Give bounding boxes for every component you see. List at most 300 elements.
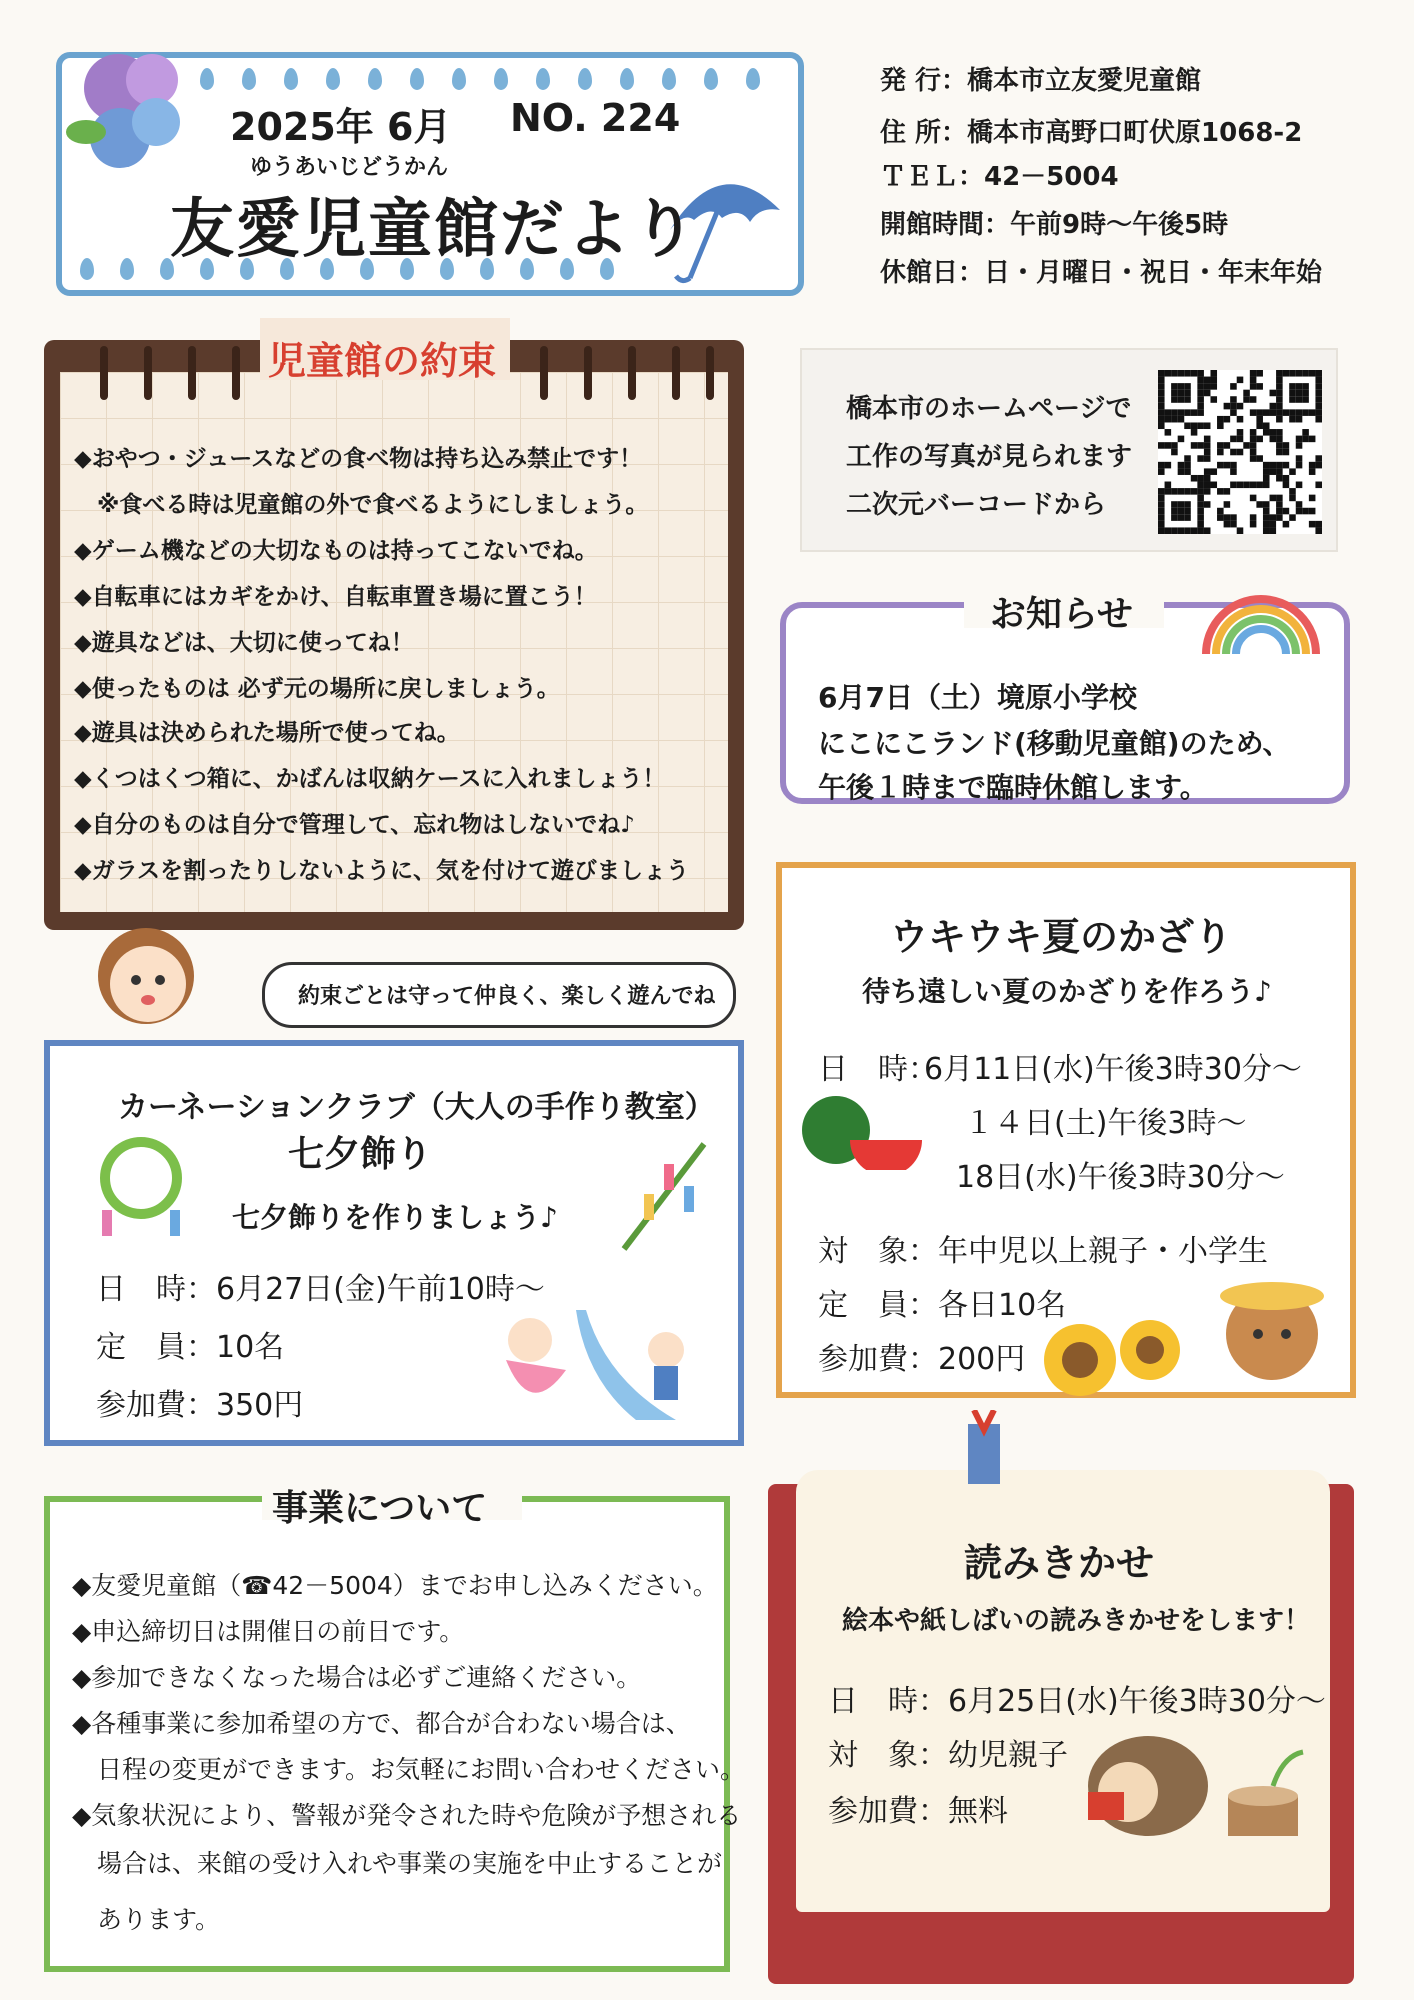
qr-module — [1230, 514, 1237, 521]
qr-module — [1263, 429, 1270, 436]
qr-module — [1237, 449, 1244, 456]
qr-module — [1250, 409, 1257, 416]
qr-module — [1289, 370, 1296, 377]
qr-module — [1204, 449, 1211, 456]
qr-module — [1184, 390, 1191, 397]
qr-module — [1197, 377, 1204, 384]
qr-module — [1309, 436, 1316, 443]
binder-ring — [706, 346, 714, 400]
qr-module — [1263, 475, 1270, 482]
newsletter-title: 友愛児童館だより — [170, 193, 698, 267]
qr-module — [1171, 416, 1178, 423]
qr-module — [1283, 508, 1290, 515]
binder-ring — [144, 346, 152, 400]
qr-module — [1165, 370, 1172, 377]
summer-event-title: ウキウキ夏のかざり — [890, 915, 1233, 959]
qr-module — [1217, 514, 1224, 521]
qr-module — [1276, 508, 1283, 515]
qr-module — [1184, 527, 1191, 534]
qr-module — [1296, 383, 1303, 390]
qr-module — [1250, 429, 1257, 436]
reading-fee: 参加費：無料 — [828, 1794, 1008, 1829]
qr-module — [1210, 383, 1217, 390]
qr-code-icon[interactable] — [1158, 370, 1322, 534]
qr-module — [1302, 436, 1309, 443]
issue-number: NO. 224 — [510, 96, 681, 140]
qr-module — [1184, 514, 1191, 521]
qr-module — [1171, 409, 1178, 416]
publisher-closed-days: 休館日：日・月曜日・祝日・年末年始 — [880, 258, 1323, 288]
qr-module — [1158, 409, 1165, 416]
qr-module — [1237, 527, 1244, 534]
qr-module — [1270, 468, 1277, 475]
qr-module — [1250, 383, 1257, 390]
qr-module — [1230, 383, 1237, 390]
qr-module — [1309, 462, 1316, 469]
qr-module — [1263, 462, 1270, 469]
qr-module — [1256, 436, 1263, 443]
qr-module — [1276, 370, 1283, 377]
qr-module — [1191, 370, 1198, 377]
qr-module — [1276, 409, 1283, 416]
qr-module — [1302, 508, 1309, 515]
business-line: あります。 — [72, 1905, 221, 1934]
qr-module — [1158, 495, 1165, 502]
qr-module — [1263, 501, 1270, 508]
qr-module — [1178, 508, 1185, 515]
rule-item: ※食べる時は児童館の外で食べるようにしましょう。 — [74, 492, 649, 518]
qr-module — [1178, 390, 1185, 397]
qr-module — [1165, 442, 1172, 449]
qr-module — [1289, 390, 1296, 397]
qr-module — [1276, 396, 1283, 403]
qr-module — [1158, 383, 1165, 390]
qr-module — [1217, 442, 1224, 449]
qr-module — [1171, 396, 1178, 403]
qr-module — [1191, 527, 1198, 534]
qr-module — [1276, 514, 1283, 521]
qr-module — [1224, 442, 1231, 449]
qr-module — [1289, 488, 1296, 495]
speech-bubble-text: 約束ごとは守って仲良く、楽しく遊んでね — [298, 984, 716, 1009]
raindrop-icon — [578, 68, 592, 90]
qr-module — [1204, 475, 1211, 482]
qr-module — [1270, 521, 1277, 528]
notice-title: お知らせ — [990, 594, 1133, 635]
qr-module — [1289, 409, 1296, 416]
qr-module — [1309, 409, 1316, 416]
qr-module — [1217, 422, 1224, 429]
qr-module — [1178, 396, 1185, 403]
qr-module — [1263, 482, 1270, 489]
business-line: 日程の変更ができます。お気軽にお問い合わせください。 — [72, 1755, 746, 1784]
qr-module — [1217, 416, 1224, 423]
qr-module — [1230, 396, 1237, 403]
publisher-hours: 開館時間：午前9時～午後5時 — [880, 210, 1229, 240]
qr-module — [1197, 495, 1204, 502]
qr-module — [1315, 482, 1322, 489]
qr-module — [1158, 396, 1165, 403]
qr-module — [1250, 370, 1257, 377]
qr-module — [1178, 383, 1185, 390]
qr-module — [1197, 482, 1204, 489]
qr-module — [1197, 514, 1204, 521]
binder-ring — [100, 346, 108, 400]
qr-module — [1230, 449, 1237, 456]
qr-module — [1210, 370, 1217, 377]
raindrop-icon — [620, 68, 634, 90]
qr-module — [1178, 527, 1185, 534]
business-line: ◆友愛児童館（☎42－5004）までお申し込みください。 — [72, 1571, 718, 1600]
qr-module — [1224, 521, 1231, 528]
summer-date: １４日(土)午後3時～ — [964, 1106, 1247, 1141]
qr-module — [1276, 416, 1283, 423]
qr-module — [1296, 390, 1303, 397]
qr-module — [1283, 475, 1290, 482]
qr-module — [1158, 508, 1165, 515]
qr-module — [1158, 521, 1165, 528]
qr-module — [1178, 436, 1185, 443]
qr-module — [1270, 390, 1277, 397]
summer-event-subtitle: 待ち遠しい夏のかざりを作ろう♪ — [862, 975, 1272, 1008]
qr-module — [1210, 482, 1217, 489]
qr-module — [1224, 501, 1231, 508]
qr-module — [1315, 409, 1322, 416]
raindrop-icon — [536, 68, 550, 90]
qr-module — [1158, 488, 1165, 495]
qr-module — [1191, 442, 1198, 449]
qr-module — [1283, 409, 1290, 416]
carnation-fee: 参加費：350円 — [96, 1388, 304, 1423]
qr-module — [1197, 422, 1204, 429]
qr-module — [1243, 390, 1250, 397]
qr-module — [1270, 514, 1277, 521]
qr-module — [1270, 403, 1277, 410]
qr-module — [1315, 370, 1322, 377]
qr-module — [1178, 468, 1185, 475]
qr-text-line: 工作の写真が見られます — [846, 442, 1133, 472]
qr-module — [1256, 501, 1263, 508]
carnation-date: 日 時：6月27日(金)午前10時～ — [96, 1272, 545, 1307]
qr-module — [1283, 462, 1290, 469]
qr-module — [1210, 377, 1217, 384]
qr-module — [1276, 475, 1283, 482]
publisher-tel: ＴＥＬ：42－5004 — [880, 162, 1119, 192]
raindrop-icon — [80, 258, 94, 280]
hydrangea-icon — [60, 40, 210, 180]
summer-date: 18日(水)午後3時30分～ — [956, 1160, 1285, 1195]
qr-module — [1230, 521, 1237, 528]
qr-module — [1197, 370, 1204, 377]
qr-module — [1184, 370, 1191, 377]
rainbow-icon — [1196, 588, 1326, 658]
qr-module — [1302, 390, 1309, 397]
qr-module — [1184, 462, 1191, 469]
qr-module — [1302, 370, 1309, 377]
qr-module — [1296, 508, 1303, 515]
qr-module — [1250, 495, 1257, 502]
qr-text-line: 二次元バーコードから — [846, 490, 1107, 520]
qr-module — [1309, 370, 1316, 377]
qr-module — [1197, 508, 1204, 515]
qr-module — [1256, 383, 1263, 390]
qr-module — [1250, 455, 1257, 462]
carnation-capacity: 定 員：10名 — [96, 1330, 285, 1365]
qr-module — [1191, 429, 1198, 436]
summer-date: 6月11日(水)午後3時30分～ — [924, 1052, 1302, 1087]
qr-module — [1315, 416, 1322, 423]
raindrop-icon — [326, 68, 340, 90]
qr-module — [1270, 462, 1277, 469]
orihime-hikoboshi-icon — [486, 1300, 716, 1430]
qr-module — [1230, 403, 1237, 410]
qr-module — [1250, 442, 1257, 449]
qr-module — [1217, 462, 1224, 469]
qr-module — [1296, 416, 1303, 423]
qr-module — [1270, 436, 1277, 443]
qr-module — [1230, 409, 1237, 416]
qr-module — [1184, 488, 1191, 495]
qr-module — [1184, 409, 1191, 416]
qr-module — [1178, 488, 1185, 495]
qr-module — [1171, 390, 1178, 397]
qr-module — [1289, 396, 1296, 403]
qr-module — [1224, 488, 1231, 495]
raindrop-icon — [284, 68, 298, 90]
qr-module — [1197, 527, 1204, 534]
raindrop-icon — [120, 258, 134, 280]
binder-ring — [584, 346, 592, 400]
qr-module — [1309, 468, 1316, 475]
qr-module — [1158, 416, 1165, 423]
business-info-title: 事業について — [272, 1488, 488, 1529]
qr-module — [1158, 390, 1165, 397]
qr-module — [1296, 482, 1303, 489]
qr-module — [1250, 436, 1257, 443]
qr-module — [1315, 377, 1322, 384]
qr-module — [1283, 482, 1290, 489]
qr-module — [1315, 527, 1322, 534]
notice-line: 6月7日（土）境原小学校 — [818, 681, 1137, 714]
carnation-club-activity: 七夕飾りを作りましょう♪ — [232, 1201, 558, 1234]
qr-module — [1283, 521, 1290, 528]
qr-module — [1184, 455, 1191, 462]
qr-module — [1230, 436, 1237, 443]
qr-module — [1276, 383, 1283, 390]
rule-item: ◆自分のものは自分で管理して、忘れ物はしないでね♪ — [74, 812, 635, 838]
qr-module — [1158, 377, 1165, 384]
qr-module — [1296, 396, 1303, 403]
qr-module — [1171, 383, 1178, 390]
watermelon-icon — [796, 1090, 926, 1170]
qr-module — [1217, 488, 1224, 495]
summer-date-label: 日 時： — [818, 1052, 938, 1087]
qr-module — [1263, 409, 1270, 416]
qr-module — [1217, 449, 1224, 456]
qr-module — [1197, 501, 1204, 508]
qr-module — [1191, 409, 1198, 416]
qr-module — [1158, 514, 1165, 521]
notice-line: にこにこランド(移動児童館)のため、 — [818, 727, 1291, 760]
rule-item: ◆ガラスを割ったりしないように、気を付けて遊びましょう — [74, 858, 689, 884]
qr-module — [1289, 495, 1296, 502]
qr-module — [1263, 468, 1270, 475]
qr-module — [1263, 422, 1270, 429]
rule-item: ◆遊具などは、大切に使ってね！ — [74, 630, 414, 656]
qr-module — [1302, 383, 1309, 390]
qr-module — [1165, 488, 1172, 495]
qr-module — [1296, 455, 1303, 462]
bamboo-decoration-icon — [604, 1134, 724, 1254]
qr-module — [1197, 409, 1204, 416]
rule-item: ◆遊具は決められた場所で使ってね。 — [74, 720, 460, 746]
qr-module — [1204, 436, 1211, 443]
qr-module — [1315, 403, 1322, 410]
qr-module — [1158, 501, 1165, 508]
qr-module — [1243, 396, 1250, 403]
sunflower-icon — [1040, 1310, 1190, 1410]
qr-module — [1178, 462, 1185, 469]
qr-module — [1204, 442, 1211, 449]
publisher-issuer: 発 行：橋本市立友愛児童館 — [880, 66, 1202, 96]
qr-module — [1178, 370, 1185, 377]
carnation-club-title: カーネーションクラブ（大人の手作り教室） — [118, 1090, 715, 1125]
qr-module — [1237, 377, 1244, 384]
raindrop-icon — [662, 68, 676, 90]
rule-item: ◆自転車にはカギをかけ、自転車置き場に置こう！ — [74, 584, 597, 610]
binder-ring — [628, 346, 636, 400]
raindrop-icon — [242, 68, 256, 90]
qr-module — [1158, 370, 1165, 377]
qr-module — [1302, 429, 1309, 436]
summer-fee: 参加費：200円 — [818, 1342, 1026, 1377]
qr-text-line: 橋本市のホームページで — [846, 394, 1132, 424]
qr-module — [1315, 455, 1322, 462]
qr-module — [1184, 468, 1191, 475]
qr-module — [1289, 468, 1296, 475]
qr-module — [1210, 468, 1217, 475]
qr-module — [1270, 527, 1277, 534]
qr-module — [1276, 462, 1283, 469]
raindrop-icon — [494, 68, 508, 90]
qr-module — [1263, 514, 1270, 521]
qr-module — [1309, 521, 1316, 528]
qr-module — [1256, 422, 1263, 429]
qr-module — [1315, 383, 1322, 390]
reading-date: 日 時：6月25日(水)午後3時30分～ — [828, 1684, 1326, 1719]
qr-module — [1250, 377, 1257, 384]
qr-module — [1256, 416, 1263, 423]
qr-module — [1315, 396, 1322, 403]
binder-ring — [672, 346, 680, 400]
business-line: ◆申込締切日は開催日の前日です。 — [72, 1617, 465, 1646]
qr-module — [1204, 377, 1211, 384]
qr-module — [1276, 449, 1283, 456]
qr-module — [1230, 468, 1237, 475]
qr-module — [1165, 429, 1172, 436]
rule-item: ◆ゲーム機などの大切なものは持ってこないでね。 — [74, 538, 598, 564]
qr-module — [1197, 403, 1204, 410]
qr-module — [1204, 482, 1211, 489]
qr-module — [1296, 370, 1303, 377]
summer-target: 対 象：年中児以上親子・小学生 — [818, 1234, 1268, 1269]
qr-module — [1178, 501, 1185, 508]
qr-module — [1158, 468, 1165, 475]
qr-module — [1276, 436, 1283, 443]
qr-module — [1289, 383, 1296, 390]
qr-module — [1289, 514, 1296, 521]
qr-module — [1263, 527, 1270, 534]
qr-module — [1237, 416, 1244, 423]
qr-module — [1158, 442, 1165, 449]
qr-module — [1283, 449, 1290, 456]
qr-module — [1171, 508, 1178, 515]
qr-module — [1204, 455, 1211, 462]
raindrop-icon — [704, 68, 718, 90]
qr-module — [1184, 396, 1191, 403]
qr-module — [1250, 449, 1257, 456]
qr-module — [1224, 416, 1231, 423]
qr-module — [1230, 462, 1237, 469]
qr-module — [1165, 416, 1172, 423]
qr-module — [1276, 429, 1283, 436]
qr-module — [1171, 488, 1178, 495]
qr-module — [1263, 508, 1270, 515]
qr-module — [1204, 527, 1211, 534]
business-line: 場合は、来館の受け入れや事業の実施を中止することが — [72, 1849, 723, 1878]
qr-module — [1171, 501, 1178, 508]
qr-module — [1276, 377, 1283, 384]
title-ruby: ゆうあいじどうかん — [250, 155, 449, 180]
qr-module — [1191, 488, 1198, 495]
binder-ring — [540, 346, 548, 400]
summer-capacity: 定 員：各日10名 — [818, 1288, 1067, 1323]
qr-module — [1283, 442, 1290, 449]
qr-module — [1237, 403, 1244, 410]
qr-module — [1158, 422, 1165, 429]
qr-module — [1302, 396, 1309, 403]
qr-module — [1204, 501, 1211, 508]
reading-title: 読みきかせ — [964, 1541, 1155, 1585]
qr-module — [1276, 468, 1283, 475]
qr-module — [1204, 468, 1211, 475]
qr-module — [1197, 475, 1204, 482]
qr-module — [1165, 527, 1172, 534]
tanabata-wreath-icon — [86, 1130, 196, 1240]
reading-target: 対 象：幼児親子 — [828, 1738, 1068, 1773]
qr-module — [1276, 390, 1283, 397]
qr-module — [1204, 390, 1211, 397]
qr-module — [1224, 462, 1231, 469]
qr-module — [1171, 514, 1178, 521]
qr-module — [1165, 409, 1172, 416]
qr-module — [1204, 383, 1211, 390]
qr-module — [1158, 462, 1165, 469]
qr-module — [1296, 409, 1303, 416]
qr-module — [1204, 488, 1211, 495]
qr-module — [1197, 442, 1204, 449]
qr-module — [1171, 527, 1178, 534]
qr-module — [1171, 370, 1178, 377]
qr-module — [1309, 495, 1316, 502]
qr-module — [1289, 416, 1296, 423]
bear-icon — [1210, 1262, 1340, 1392]
qr-module — [1296, 442, 1303, 449]
binder-ring — [188, 346, 196, 400]
qr-module — [1250, 482, 1257, 489]
issue-date: 2025年 6月 — [230, 105, 452, 149]
rule-item: ◆使ったものは 必ず元の場所に戻しましょう。 — [74, 676, 560, 702]
